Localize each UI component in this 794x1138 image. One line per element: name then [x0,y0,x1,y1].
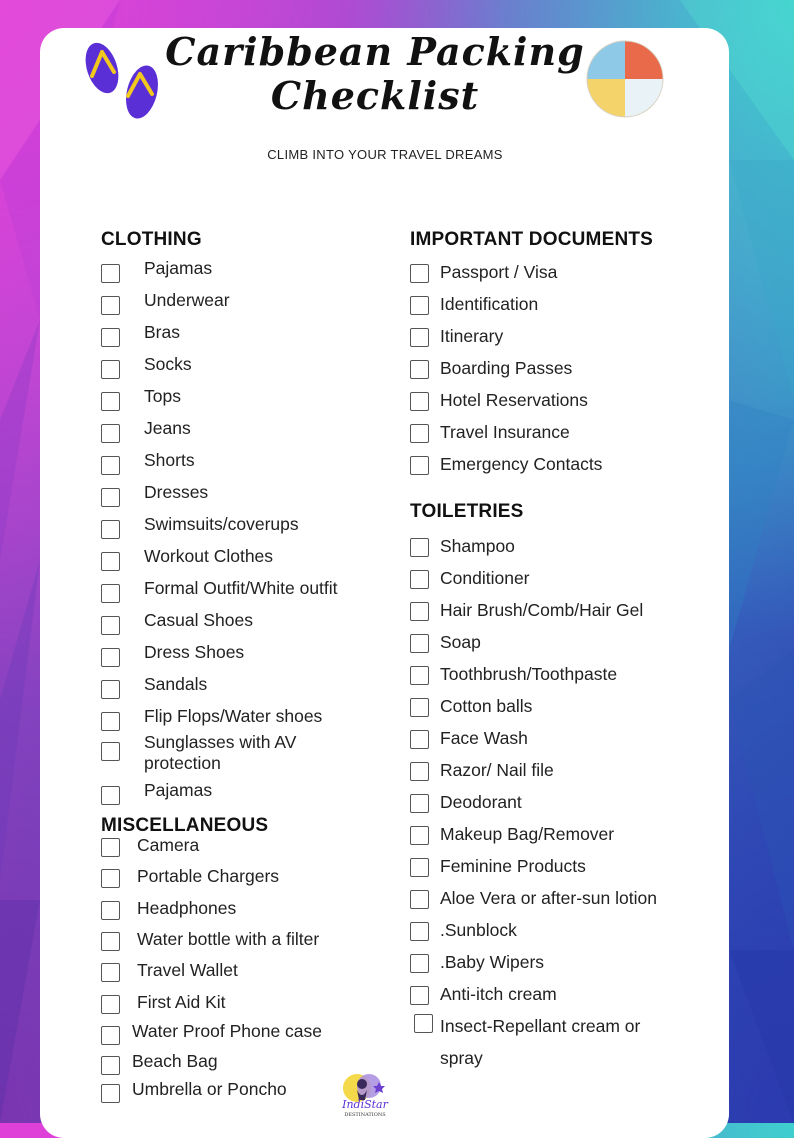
checkbox[interactable] [410,826,429,845]
checkbox[interactable] [101,995,120,1014]
item-label: Dresses [144,482,209,502]
checkbox[interactable] [410,890,429,909]
item-label: Identification [440,294,539,314]
item-label-continued: protection [144,753,221,773]
checkbox[interactable] [101,901,120,920]
item-label: Umbrella or Poncho [132,1079,287,1099]
item-label: Tops [144,386,181,406]
checkbox[interactable] [410,424,429,443]
item-label: First Aid Kit [137,992,226,1012]
checkbox[interactable] [101,552,120,571]
item-label: Boarding Passes [440,358,573,378]
checkbox[interactable] [101,392,120,411]
item-label: Headphones [137,898,237,918]
checkbox[interactable] [101,488,120,507]
checkbox[interactable] [410,570,429,589]
checkbox[interactable] [101,932,120,951]
item-label: Makeup Bag/Remover [440,824,615,844]
checkbox[interactable] [410,456,429,475]
flip-flops-icon [80,38,166,128]
logo-subtext: DESTINATIONS [344,1112,386,1118]
item-label: Emergency Contacts [440,454,603,474]
checkbox[interactable] [410,296,429,315]
checkbox[interactable] [101,1084,120,1103]
checkbox[interactable] [414,1014,433,1033]
checkbox[interactable] [101,869,120,888]
checkbox[interactable] [101,296,120,315]
item-label: Formal Outfit/White outfit [144,578,338,598]
item-label: Casual Shoes [144,610,253,630]
checkbox[interactable] [410,986,429,1005]
checkbox[interactable] [101,616,120,635]
item-label: Water bottle with a filter [137,929,320,949]
title-line-2: Checklist [270,73,480,118]
checkbox[interactable] [410,602,429,621]
logo-text: IndiStar [342,1098,388,1111]
item-label: Hotel Reservations [440,390,588,410]
item-label: Jeans [144,418,191,438]
item-label: Toothbrush/Toothpaste [440,664,618,684]
clothing-heading: CLOTHING [101,229,202,250]
checkbox[interactable] [101,264,120,283]
checkbox[interactable] [410,922,429,941]
item-label: Deodorant [440,792,522,812]
item-label-continued: spray [440,1048,483,1068]
item-label: Sunglasses with AV [144,732,297,752]
item-label: Water Proof Phone case [132,1021,323,1041]
checkbox[interactable] [101,712,120,731]
toiletries-heading: TOILETRIES [410,501,524,522]
checkbox[interactable] [410,794,429,813]
item-label: Workout Clothes [144,546,274,566]
checkbox[interactable] [101,1026,120,1045]
item-label: Flip Flops/Water shoes [144,706,323,726]
item-label: Dress Shoes [144,642,245,662]
checkbox[interactable] [410,538,429,557]
item-label: Soap [440,632,481,652]
item-label: Portable Chargers [137,866,280,886]
item-label: Beach Bag [132,1051,218,1071]
item-label: Aloe Vera or after-sun lotion [440,888,657,908]
item-label: .Sunblock [440,920,517,940]
checkbox[interactable] [410,264,429,283]
checkbox[interactable] [101,328,120,347]
item-label: Razor/ Nail file [440,760,554,780]
page-title [165,30,585,118]
checkbox[interactable] [410,666,429,685]
checkbox[interactable] [101,520,120,539]
item-label: Bras [144,322,180,342]
item-label: Shampoo [440,536,515,556]
item-label: Face Wash [440,728,528,748]
checkbox[interactable] [101,360,120,379]
checkbox[interactable] [101,424,120,443]
checkbox[interactable] [101,1056,120,1075]
item-label: Itinerary [440,326,504,346]
checkbox[interactable] [410,634,429,653]
brand-logo [335,1070,395,1120]
item-label: Sandals [144,674,208,694]
item-label: Conditioner [440,568,530,588]
item-label: Hair Brush/Comb/Hair Gel [440,600,644,620]
item-label: Underwear [144,290,230,310]
checkbox[interactable] [101,838,120,857]
checkbox[interactable] [410,698,429,717]
checkbox[interactable] [101,584,120,603]
checkbox[interactable] [101,648,120,667]
checkbox[interactable] [101,786,120,805]
item-label: Pajamas [144,258,213,278]
item-label: Feminine Products [440,856,586,876]
checkbox[interactable] [101,963,120,982]
checkbox[interactable] [410,762,429,781]
item-label: Shorts [144,450,195,470]
item-label: Passport / Visa [440,262,558,282]
checkbox[interactable] [101,680,120,699]
item-label: Cotton balls [440,696,533,716]
item-label: Swimsuits/coverups [144,514,299,534]
item-label: Pajamas [144,780,213,800]
item-label: Socks [144,354,192,374]
item-label: Anti-itch cream [440,984,557,1004]
beach-ball-icon [584,38,666,120]
checkbox[interactable] [410,730,429,749]
item-label: Camera [137,835,200,855]
miscellaneous-heading: MISCELLANEOUS [101,815,269,836]
item-label: Travel Insurance [440,422,570,442]
checkbox[interactable] [101,456,120,475]
checkbox[interactable] [410,360,429,379]
checkbox[interactable] [410,858,429,877]
checkbox[interactable] [101,742,120,761]
page-subtitle: CLIMB INTO YOUR TRAVEL DREAMS [267,147,503,162]
checkbox[interactable] [410,392,429,411]
title-line-1: Caribbean Packing [165,29,585,74]
item-label: Insect-Repellant cream or [440,1016,641,1036]
item-label: .Baby Wipers [440,952,545,972]
item-label: Travel Wallet [137,960,238,980]
documents-heading: IMPORTANT DOCUMENTS [410,229,654,250]
checkbox[interactable] [410,954,429,973]
checkbox[interactable] [410,328,429,347]
